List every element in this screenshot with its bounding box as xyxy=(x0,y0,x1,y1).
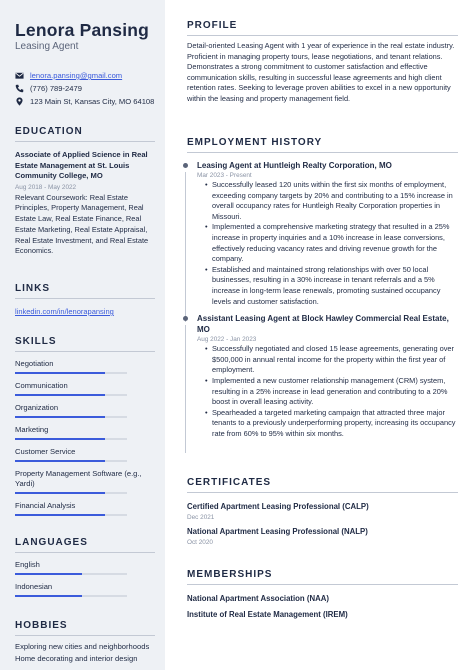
certificate-name: National Apartment Leasing Professional (NALP) xyxy=(187,527,368,536)
job-bullet: • Established and maintained strong relationships with over 50 local businesses, resulting in a 30% increase in tenant referrals and a 5% increase in long-term lease renewals, promoting sustained occupancy levels and customer satisfaction. xyxy=(205,265,458,307)
memberships-section xyxy=(187,569,458,620)
section-divider xyxy=(187,35,458,36)
language-level-bar xyxy=(15,573,127,575)
skill-label: Financial Analysis xyxy=(15,501,76,510)
hobbies-heading: HOBBIES xyxy=(15,620,68,631)
skill-level-fill xyxy=(15,394,105,396)
timeline-line xyxy=(185,172,186,322)
section-divider xyxy=(15,141,155,142)
skill-item xyxy=(15,359,155,374)
membership-item: Institute of Real Estate Management (IREM) xyxy=(187,610,348,619)
section-divider xyxy=(15,351,155,352)
certificates-heading: CERTIFICATES xyxy=(187,477,272,488)
candidate-name: Lenora Pansing xyxy=(15,20,150,40)
education-coursework: Relevant Coursework: Real Estate Principles, Property Management, Real Estate Law, Real Estate Finance, Real Estate Marketing, Real Estate Appraisal, Real Estate Investment, and Real Estate Economics. xyxy=(15,192,149,256)
address-text: 123 Main St, Kansas City, MO 64108 xyxy=(30,97,155,106)
job-title: Leasing Agent at Huntleigh Realty Corporation, MO xyxy=(197,161,392,170)
skill-level-fill xyxy=(15,372,105,374)
skill-item xyxy=(15,425,155,440)
certificate-item xyxy=(187,527,458,546)
skill-item xyxy=(15,447,155,462)
linkedin-link[interactable]: linkedin.com/in/lenorapansing xyxy=(15,307,114,316)
timeline-line xyxy=(185,325,186,453)
skill-label: Organization xyxy=(15,403,59,412)
job-bullets xyxy=(197,180,458,307)
profile-section xyxy=(187,20,458,105)
memberships-heading: MEMBERSHIPS xyxy=(187,569,273,580)
skill-item xyxy=(15,403,155,418)
job-bullet: • Successfully negotiated and closed 15 lease agreements, generating over $500,000 in annual rental income for the property within the first year of employment. xyxy=(205,344,458,376)
contact-phone xyxy=(15,82,155,95)
skill-level-bar xyxy=(15,460,127,462)
education-section xyxy=(15,126,155,257)
section-divider xyxy=(187,152,458,153)
candidate-title: Leasing Agent xyxy=(15,41,79,52)
hobbies-section xyxy=(15,620,155,665)
job-bullet: • Implemented a new customer relationship management (CRM) system, resulting in a 25% increase in lead generation and contributing to a 20% boost in overall leasing activity. xyxy=(205,376,458,408)
section-divider xyxy=(187,492,458,493)
language-item xyxy=(15,560,155,575)
job-entry xyxy=(187,313,458,439)
job-dates: Aug 2022 - Jan 2023 xyxy=(197,336,257,344)
skill-level-fill xyxy=(15,492,105,494)
section-divider xyxy=(15,635,155,636)
job-dates: Mar 2023 - Present xyxy=(197,172,252,179)
hobby-item: Exploring new cities and neighborhoods xyxy=(15,642,150,651)
certificate-date: Dec 2021 xyxy=(187,514,215,521)
timeline-dot xyxy=(183,316,188,321)
skill-item xyxy=(15,469,155,494)
skill-level-fill xyxy=(15,438,105,440)
skills-heading: SKILLS xyxy=(15,336,57,347)
certificates-section xyxy=(187,477,458,546)
job-bullet: • Successfully leased 120 units within the first six months of employment, exceeding company targets by 20% and contributing to a 15% increase in overall occupancy rates for Huntleigh Realty Corporation properties in Missouri. xyxy=(205,180,458,222)
job-title: Assistant Leasing Agent at Block Hawley Commercial Real Estate, MO xyxy=(197,314,449,335)
phone-icon xyxy=(15,84,24,93)
language-level-bar xyxy=(15,595,127,597)
education-heading: EDUCATION xyxy=(15,126,83,137)
skill-level-bar xyxy=(15,416,127,418)
skill-item xyxy=(15,501,155,516)
skills-section xyxy=(15,336,155,516)
skill-level-bar xyxy=(15,394,127,396)
skill-label: Marketing xyxy=(15,425,49,434)
profile-summary: Detail-oriented Leasing Agent with 1 year of experience in the real estate industry. Proficient in managing property tours, lease negotiations, and tenant relations. Demonstrates a strong commitment to customer satisfaction and effective communication skills, resulting in successful lease agreements and high client retention rates. Seeking to leverage proven abilities to excel in a new opportunity within the leasing and property management field. xyxy=(187,41,455,103)
skill-level-bar xyxy=(15,372,127,374)
location-pin-icon xyxy=(15,97,24,106)
timeline-dot xyxy=(183,163,188,168)
hobby-item: Home decorating and interior design xyxy=(15,654,138,663)
language-level-fill xyxy=(15,595,82,597)
job-bullet: • Spearheaded a targeted marketing campaign that attracted three major tenants to a previously underperforming property, increasing its occupancy rate from 60% to 95% within six months. xyxy=(205,408,458,440)
membership-item: National Apartment Association (NAA) xyxy=(187,594,329,603)
language-item xyxy=(15,582,155,597)
section-divider xyxy=(187,584,458,585)
links-heading: LINKS xyxy=(15,283,50,294)
languages-heading: LANGUAGES xyxy=(15,537,88,548)
skill-level-fill xyxy=(15,514,105,516)
email-link[interactable]: lenora.pansing@gmail.com xyxy=(30,71,123,80)
employment-section xyxy=(187,137,458,439)
languages-section xyxy=(15,537,155,597)
language-label: English xyxy=(15,560,40,569)
skill-level-bar xyxy=(15,438,127,440)
links-section xyxy=(15,283,155,316)
skill-level-fill xyxy=(15,460,105,462)
skill-label: Property Management Software (e.g., Yardi) xyxy=(15,469,142,488)
job-bullets xyxy=(197,344,458,439)
job-entry xyxy=(187,160,458,307)
language-label: Indonesian xyxy=(15,582,53,591)
job-bullet: • Implemented a comprehensive marketing strategy that resulted in a 25% increase in property inquiries and a 10% increase in lease conversions, effectively reducing vacancy rates and driving revenue growth for the company. xyxy=(205,222,458,264)
skill-label: Customer Service xyxy=(15,447,76,456)
contact-email[interactable] xyxy=(15,69,155,82)
skill-label: Negotiation xyxy=(15,359,54,368)
skill-level-bar xyxy=(15,514,127,516)
phone-number: (776) 789-2479 xyxy=(30,84,82,93)
employment-heading: EMPLOYMENT HISTORY xyxy=(187,137,323,148)
skill-level-bar xyxy=(15,492,127,494)
education-dates: Aug 2018 - May 2022 xyxy=(15,183,77,191)
certificate-item xyxy=(187,502,458,521)
certificate-name: Certified Apartment Leasing Professional (CALP) xyxy=(187,502,369,511)
certificate-date: Oct 2020 xyxy=(187,539,213,546)
skill-item xyxy=(15,381,155,396)
education-degree: Associate of Applied Science in Real Estate Management at St. Louis Community College, MO xyxy=(15,150,148,180)
profile-heading: PROFILE xyxy=(187,20,238,31)
section-divider xyxy=(15,552,155,553)
contact-address xyxy=(15,95,155,108)
section-divider xyxy=(15,298,155,299)
contact-list xyxy=(15,69,155,108)
language-level-fill xyxy=(15,573,82,575)
skills-list xyxy=(15,359,155,516)
skill-label: Communication xyxy=(15,381,68,390)
skill-level-fill xyxy=(15,416,105,418)
email-icon xyxy=(15,71,24,80)
